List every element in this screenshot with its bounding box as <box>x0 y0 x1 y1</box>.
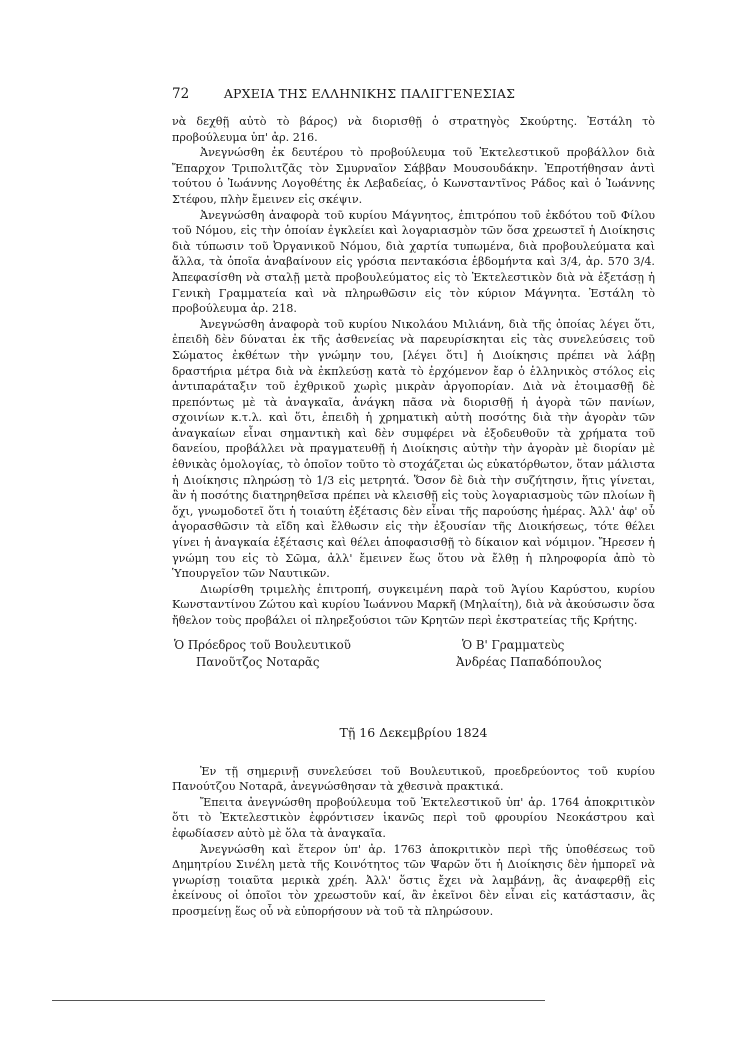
secretary-title: Ὁ Β' Γραμματεὺς <box>462 637 565 652</box>
paragraph: Ἀνεγνώσθη ἀναφορὰ τοῦ κυρίου Μάγνητος, ἐπιτρόπου τοῦ ἐκδότου τοῦ Φίλου τοῦ Νόμου, εἰς τὴν ὁποίαν ἐγκλείει καὶ λογαριασμὸν τῶν ὅσα χρεωστεῖ ἡ Διοίκησις διὰ τύπωσιν τοῦ Ὀργανικοῦ Νόμου, διὰ χαρτία τυπωμένα, διὰ προβουλεύματα καὶ ἄλλα, τὰ ὁποῖα ἀναβαίνουν εἰς γρόσια πεντακόσια ἑβδομήντα καὶ 3/4, ἀρ. 570 3/4. Ἀπεφασίσθη νὰ σταλῇ μετὰ προβουλεύματος εἰς τὸ Ἐκτελεστικὸν διὰ νὰ ἐξετάσῃ ἡ Γενικὴ Γραμματεία καὶ νὰ πληρωθῶσιν εἰς τὸν κύριον Μάγνητα. Ἐστάλη τὸ προβούλευμα ἀρ. 218. <box>172 208 655 316</box>
secretary-name: Ἀνδρέας Παπαδόπουλος <box>456 654 602 669</box>
body-text <box>172 114 655 920</box>
signature-block <box>172 637 655 673</box>
page-header <box>172 86 567 106</box>
running-title: ΑΡΧΕΙΑ ΤΗΣ ΕΛΛΗΝΙΚΗΣ ΠΑΛΙΓΓΕΝΕΣΙΑΣ <box>223 86 516 101</box>
president-name: Πανοῦτζος Νοταρᾶς <box>196 654 320 669</box>
paragraph: Ἐν τῇ σημερινῇ συνελεύσει τοῦ Βουλευτικοῦ, προεδρεύοντος τοῦ κυρίου Πανούτζου Νοταρᾶ, ἀνεγνώσθησαν τὰ χθεσινὰ πρακτικά. <box>172 764 655 794</box>
paragraph: Ἀνεγνώσθη ἀναφορὰ τοῦ κυρίου Νικολάου Μιλιάνη, διὰ τῆς ὁποίας λέγει ὅτι, ἐπειδὴ δὲν δύναται ἐκ τῆς ἀσθενείας νὰ παρευρίσκηται εἰς τὰς συνελεύσεις τοῦ Σώματος ἐκθέτων τὴν γνώμην του, [λέγει ὅτι] ἡ Διοίκησις πρέπει νὰ λάβῃ δραστήρια μέτρα διὰ νὰ ἐκπλεύσῃ κατὰ τὸ ἐρχόμενον ἔαρ ὁ ἑλληνικὸς στόλος εἰς ἀντιπαράταξιν τοῦ ἐχθρικοῦ χωρὶς μικρὰν ἀργοπορίαν. Διὰ νὰ ἑτοιμασθῇ δὲ πρεπόντως μὲ τὰ ἀναγκαῖα, ἀνάγκη πᾶσα νὰ διορισθῇ ἡ ἀγορὰ τῶν πανίων, σχοινίων κ.τ.λ. καὶ ὅτι, ἐπειδὴ ἡ χρηματικὴ αὐτὴ ποσότης διὰ τὴν ἀγορὰν τῶν ἀναγκαίων εἶναι σημαντικὴ καὶ δὲν συμφέρει νὰ ἐξοδευθοῦν τὰ χρήματα τοῦ δανείου, προβάλλει νὰ πραγματευθῇ ἡ Διοίκησις αὐτὴν τὴν ἀγορὰν μὲ διορίαν μὲ ἐθνικὰς ὁμολογίας, τὸ ὁποῖον τοῦτο τὸ στοχάζεται ὡς εὐκατόρθωτον, ὅταν μάλιστα ἡ Διοίκησις πληρώσῃ τὸ 1/3 εἰς μετρητά. Ὅσον δὲ διὰ τὴν συζήτησιν, ἥτις γίνεται, ἂν ἡ ποσότης διατηρηθεῖσα πρέπει νὰ κλεισθῇ εἰς τοὺς λογαριασμοὺς τῶν πλοίων ἢ ὄχι, γνωμοδοτεῖ ὅτι ἡ τοιαύτη ἐξέτασις δὲν εἶναι τῆς παρούσης ἡμέρας. Ἀλλ' ἀφ' οὗ ἀγορασθῶσιν τὰ εἴδη καὶ ἔλθωσιν εἰς τὴν ἐξουσίαν τῆς Διοικήσεως, τότε θέλει γίνει ἡ ἀναγκαία ἐξέτασις καὶ θέλει ἀποφασισθῇ τὸ δίκαιον καὶ νόμιμον. Ἤρεσεν ἡ γνώμη του εἰς τὸ Σῶμα, ἀλλ' ἔμεινεν ἕως ὅτου νὰ ἔλθῃ ἡ πληροφορία ἀπὸ τὸ Ὑπουργεῖον τῶν Ναυτικῶν. <box>172 317 655 581</box>
paragraph: Ἀνεγνώσθη καὶ ἕτερον ὑπ' ἀρ. 1763 ἀποκριτικὸν περὶ τῆς ὑποθέσεως τοῦ Δημητρίου Σινέλη μετὰ τῆς Κοινότητος τῶν Ψαρῶν ὅτι ἡ Διοίκησις δὲν ἠμπορεῖ νὰ γνωρίσῃ τοιαῦτα μερικὰ χρέη. Ἀλλ' ὅστις ἔχει νὰ λαμβάνῃ, ἂς ἀναφερθῇ εἰς ἐκείνους οἱ ὁποῖοι τὸν χρεωστοῦν καί, ἂν ἐκεῖνοι δὲν εἶναι εἰς κατάστασιν, ἂς προσμείνῃ ἕως οὗ νὰ εὐπορήσουν νὰ τοῦ τὰ πληρώσουν. <box>172 842 655 918</box>
paragraph: Ἔπειτα ἀνεγνώσθη προβούλευμα τοῦ Ἐκτελεστικοῦ ὑπ' ἀρ. 1764 ἀποκριτικὸν ὅτι τὸ Ἐκτελεστικὸν ἐφρόντισεν ἱκανῶς περὶ τοῦ φρουρίου Νεοκάστρου καὶ ἐφωδίασεν αὐτὸ μὲ ὅλα τὰ ἀναγκαῖα. <box>172 795 655 840</box>
president-signature <box>174 637 351 671</box>
paragraph: Ἀνεγνώσθη ἐκ δευτέρου τὸ προβούλευμα τοῦ Ἐκτελεστικοῦ προβάλλον διὰ Ἔπαρχον Τριπολιτζᾶς τὸν Σμυρναῖον Σάββαν Μουσουδάκην. Ἐπροτήθησαν ἀντὶ τούτου ὁ Ἰωάννης Λογοθέτης ἐκ Λεβαδείας, ὁ Κωνσταντῖνος Ράδος καὶ ὁ Ἰωάννης Στέφου, πλὴν ἔμεινεν εἰς σκέψιν. <box>172 146 655 206</box>
footer-rule <box>52 1000 545 1001</box>
page-number: 72 <box>172 86 190 102</box>
secretary-signature <box>456 637 602 671</box>
paragraph: Διωρίσθη τριμελὴς ἐπιτροπή, συγκειμένη παρὰ τοῦ Ἁγίου Καρύστου, κυρίου Κωνσταντίνου Ζώτου καὶ κυρίου Ἰωάννου Μαρκῆ (Μηλαίτη), διὰ νὰ ἀκούσωσιν ὅσα ἤθελον τοὺς προβάλει οἱ πληρεξούσιοι τῶν Κρητῶν περὶ ἐκστρατείας τῆς Κρήτης. <box>172 582 655 627</box>
president-title: Ὁ Πρόεδρος τοῦ Βουλευτικοῦ <box>174 637 351 652</box>
paragraph: νὰ δεχθῇ αὐτὸ τὸ βάρος) νὰ διορισθῇ ὁ στρατηγὸς Σκούρτης. Ἐστάλη τὸ προβούλευμα ὑπ' ἀρ. 216. <box>172 115 655 144</box>
date-heading: Τῇ 16 Δεκεμβρίου 1824 <box>339 724 488 740</box>
